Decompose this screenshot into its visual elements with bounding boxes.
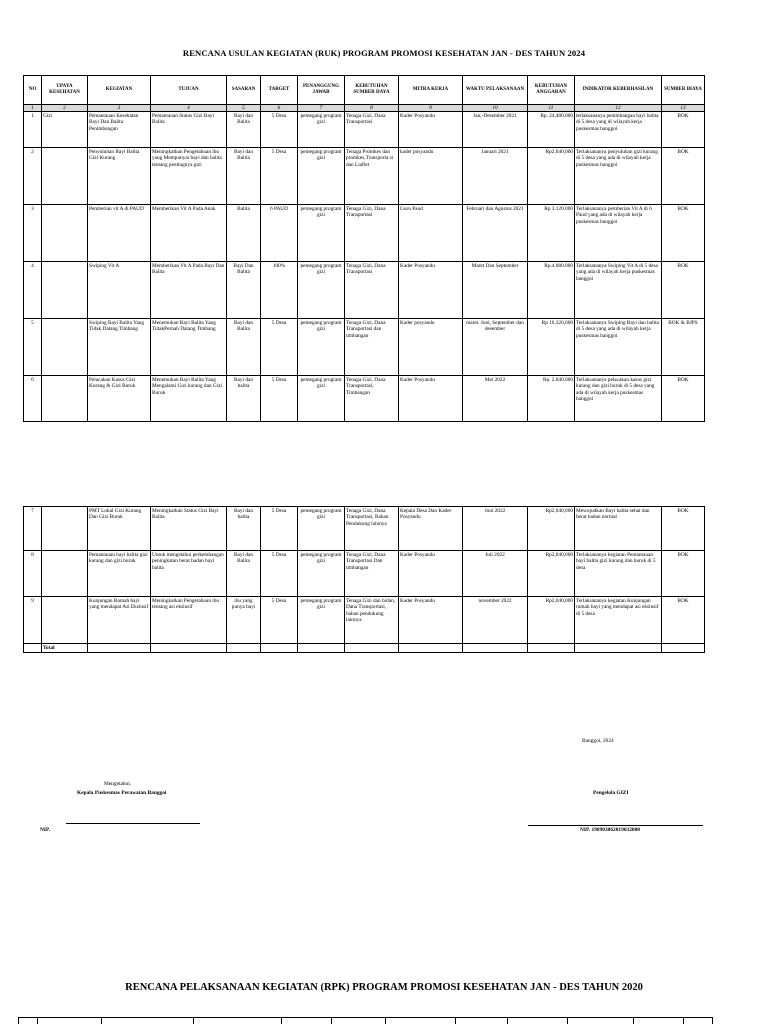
cell-no: 7 — [24, 507, 42, 551]
column-number: 11 — [528, 105, 575, 112]
ruk-title: RENCANA USULAN KEGIATAN (RUK) PROGRAM PROMOSI KESEHATAN JAN - DES TAHUN 2024 — [182, 48, 586, 58]
acknowledged-label: Mengetahui, — [104, 781, 132, 787]
cell-indikator: Terlaksananya pelacakan kasus gizi kurang dan gizi buruk di 5 desa yang ada di wilayah kerja puskesmas banggoi — [575, 376, 662, 422]
cell-upaya — [42, 597, 88, 644]
cell-upaya — [42, 376, 88, 422]
signature-line-left — [66, 823, 200, 824]
column-header: KEBUTUHAN SUMBER DAYA — [345, 76, 399, 105]
signature-line-right — [528, 825, 703, 826]
cell-tujuan: Memberikan Vit A Pada Bayi Dan Balita — [151, 262, 227, 319]
cell-kegiatan: PMT Lokal Gizi Kurang Dan Gizi Buruk — [88, 507, 151, 551]
table-body-page2 — [24, 507, 705, 653]
cell-anggaran: Rp2,040,000 — [528, 551, 575, 597]
total-cell — [24, 644, 42, 653]
cell-kegiatan: Pelacakan Kasus Gizi Kurang & Gizi Buruk — [88, 376, 151, 422]
cell-tujuan: Meningkatkan Status Gizi Bayi Balita — [151, 507, 227, 551]
cell-sumber-daya: Tenaga Gizi, Dana Transportasi — [345, 262, 399, 319]
total-cell — [345, 644, 399, 653]
cell-waktu: Maret Dan September — [463, 262, 528, 319]
cell-biaya: BOK — [662, 112, 705, 148]
cell-waktu: Mei 2022 — [463, 376, 528, 422]
cell-sumber-daya: Tenaga Gizi, Dana Transportasi dan timbangan — [345, 319, 399, 376]
rpk-title: RENCANA PELAKSANAAN KEGIATAN (RPK) PROGRAM PROMOSI KESEHATAN JAN - DES TAHUN 2020 — [125, 982, 643, 993]
cell-mitra: kader posyandu — [399, 148, 463, 205]
cell-waktu: Juni 2022 — [463, 507, 528, 551]
cell-sumber-daya: Tenaga Gizi, Dana Transportasi, Timbangan — [345, 376, 399, 422]
cell-no: 6 — [24, 376, 42, 422]
table-row — [24, 551, 705, 597]
cell-tujuan: Meningkatkan Pengetahuan ibu tentang asi ekslusif — [151, 597, 227, 644]
cell-sasaran: Balita — [227, 205, 261, 262]
cell-target: 5 Desa — [261, 112, 298, 148]
cell-target: 5 Desa — [261, 507, 298, 551]
cell-no: 3 — [24, 205, 42, 262]
cell-mitra: Guru Paud — [399, 205, 463, 262]
cell-mitra: Kader posyandu — [399, 319, 463, 376]
column-header: KEBUTUHAN ANGGARAN — [528, 76, 575, 105]
cell-indikator: terlaksananya penimbangan bayi balita di 5 desa yang di wilayah kerja puskesmas banggoi — [575, 112, 662, 148]
column-number: 8 — [345, 105, 399, 112]
cell-anggaran: Rp. 2.040.000 — [528, 376, 575, 422]
cell-no: 4 — [24, 262, 42, 319]
cell-waktu: Juli 2022 — [463, 551, 528, 597]
table-row — [24, 376, 705, 422]
cell-indikator: Terlaksananya penyuluhan gizi kurang di 5 desa yang ada di wilayah kerja puskesmas banggoi — [575, 148, 662, 205]
cell-tujuan: Meningkatkan Pengetahuan ibu yang Mempunyai bayi dan balita tentang pentingnya gizi — [151, 148, 227, 205]
cell-tujuan: Menemukan Bayi Balita Yang TidakPernah Datang Timbang — [151, 319, 227, 376]
cell-mitra: Kader Posyandu — [399, 112, 463, 148]
cell-upaya — [42, 507, 88, 551]
table-row — [24, 112, 705, 148]
cell-pj: pemegang program gizi — [298, 262, 345, 319]
cell-anggaran: Rp2,040,000 — [528, 507, 575, 551]
cell-anggaran: Rp.4.080.000 — [528, 262, 575, 319]
cell-biaya: BOK — [662, 597, 705, 644]
cell-indikator: Terlaksananya Swiping Vit A di 5 desa yang ada di wilayah kerja puskesmas banggoi — [575, 262, 662, 319]
cell-kegiatan: Kunjungan Rumah bayi yang mendapat Asi Ekslusif — [88, 597, 151, 644]
total-cell — [151, 644, 227, 653]
head-title: Kepala Puskesmas Perawatan Banggoi — [77, 790, 167, 796]
cell-biaya: BOK — [662, 205, 705, 262]
table-row — [24, 507, 705, 551]
total-cell — [298, 644, 345, 653]
cell-upaya — [42, 319, 88, 376]
cell-kegiatan: Pemantauan bayi balita gizi kurang dan gizi buruk — [88, 551, 151, 597]
cell-waktu: Jan,-Desember 2021 — [463, 112, 528, 148]
cell-sasaran: Bayi dan balita — [227, 376, 261, 422]
cell-target: 5 Desa — [261, 376, 298, 422]
cell-mitra: Kader Posyandu — [399, 597, 463, 644]
cell-anggaran: Rp 16,320,000 — [528, 319, 575, 376]
ruk-table — [23, 75, 705, 422]
cell-sasaran: Bayi dan Balita — [227, 319, 261, 376]
cell-waktu: Januari 2021 — [463, 148, 528, 205]
nip-left: NIP. — [40, 827, 51, 833]
cell-pj: pemegang program gizi — [298, 507, 345, 551]
cell-target: 6 PAUD — [261, 205, 298, 262]
cell-sasaran: ibu yang punya bayi — [227, 597, 261, 644]
column-number: 2 — [42, 105, 88, 112]
table-body-page1 — [24, 112, 705, 422]
cell-waktu: november 2022 — [463, 597, 528, 644]
cell-biaya: BOK — [662, 376, 705, 422]
rpk-table-top — [18, 1017, 713, 1024]
cell-upaya: Gizi — [42, 112, 88, 148]
cell-waktu: maret. Juni, September dan desember — [463, 319, 528, 376]
cell-no: 5 — [24, 319, 42, 376]
column-number: 7 — [298, 105, 345, 112]
cell-indikator: Terlaksananya Swiping Bayi dan balita di 5 desa yang ada di wilayah kerja puskesmas banggoi — [575, 319, 662, 376]
cell-kegiatan: Pemberian vit A di PAUD — [88, 205, 151, 262]
cell-target: 5 Desa — [261, 597, 298, 644]
total-cell — [662, 644, 705, 653]
cell-no: 2 — [24, 148, 42, 205]
cell-sumber-daya: Tenaga Promkes dan promkes,Transporta si dan Liaflet — [345, 148, 399, 205]
table-row — [24, 262, 705, 319]
cell-upaya — [42, 551, 88, 597]
column-header: KEGIATAN — [88, 76, 151, 105]
total-row — [24, 644, 705, 653]
column-header: TARGET — [261, 76, 298, 105]
column-number: 5 — [227, 105, 261, 112]
cell-no: 9 — [24, 597, 42, 644]
column-number: 9 — [399, 105, 463, 112]
cell-mitra: Kepala Desa Dan Kader Posyandu — [399, 507, 463, 551]
cell-sumber-daya: Tenaga Gizi, Dana Transportasi — [345, 205, 399, 262]
cell-pj: pemegang program gizi — [298, 148, 345, 205]
total-label: Total — [42, 644, 88, 653]
cell-sumber-daya: Tenaga Gizi dan bidan, Dana Transportasi, bahan pendukung lainnya — [345, 597, 399, 644]
cell-anggaran: Rp 3.120.000 — [528, 205, 575, 262]
total-cell — [575, 644, 662, 653]
cell-tujuan: Pemantauan Status Gizi Bayi Balita — [151, 112, 227, 148]
cell-no: 8 — [24, 551, 42, 597]
cell-kegiatan: Pemantauan Kesehatan Bayi Dan Balita Penimbangan — [88, 112, 151, 148]
nip-right: NIP. 198903062019032008 — [580, 827, 640, 833]
cell-tujuan: Menemukan Bayi Balita Yang Mengalami Gizi kurang dan Gizi Buruk — [151, 376, 227, 422]
table-row — [24, 148, 705, 205]
column-header: SASARAN — [227, 76, 261, 105]
total-cell — [227, 644, 261, 653]
cell-kegiatan: Swiping Vit A — [88, 262, 151, 319]
column-number: 1 — [24, 105, 42, 112]
cell-upaya — [42, 205, 88, 262]
cell-pj: pemegang program gizi — [298, 205, 345, 262]
table-row — [24, 319, 705, 376]
column-number: 4 — [151, 105, 227, 112]
cell-anggaran: Rp2,040,000 — [528, 597, 575, 644]
cell-mitra: Kader Posyandu — [399, 376, 463, 422]
ruk-table-continued — [23, 506, 705, 653]
column-number-row — [24, 105, 705, 112]
cell-no: 1 — [24, 112, 42, 148]
cell-biaya: BOK — [662, 551, 705, 597]
cell-kegiatan: Penyuluhan Bayi Balita Gizi Kurang — [88, 148, 151, 205]
cell-waktu: Februari dan Agustus 2021 — [463, 205, 528, 262]
cell-sasaran: Bayi dan balita — [227, 507, 261, 551]
cell-pj: pemegang program gizi — [298, 597, 345, 644]
column-number: 10 — [463, 105, 528, 112]
total-cell — [88, 644, 151, 653]
column-header: INDIKATOR KEBERHASILAN — [575, 76, 662, 105]
cell-anggaran: Rp. 24,480.000 — [528, 112, 575, 148]
cell-mitra: Kader Posyandu — [399, 262, 463, 319]
cell-anggaran: Rp2,040,000 — [528, 148, 575, 205]
total-cell — [261, 644, 298, 653]
cell-pj: pemegang program gizi — [298, 319, 345, 376]
table-header-row — [24, 76, 705, 105]
cell-sumber-daya: Tenaga Gizi, Dana Transportasi — [345, 112, 399, 148]
cell-pj: pemegang program gizi — [298, 376, 345, 422]
cell-target: 100% — [261, 262, 298, 319]
cell-upaya — [42, 148, 88, 205]
total-cell — [399, 644, 463, 653]
total-cell — [528, 644, 575, 653]
cell-biaya: BOK & BJPS — [662, 319, 705, 376]
column-header: MITRA KERJA — [399, 76, 463, 105]
column-number: 3 — [88, 105, 151, 112]
cell-sasaran: Bayi dan Balita — [227, 551, 261, 597]
column-number: 13 — [662, 105, 705, 112]
cell-indikator: Terlaksananya kegiatan Kunjungan rumah bayi yang mendapat asi ekslusif di 5 desa — [575, 597, 662, 644]
cell-pj: pemegang program gizi — [298, 551, 345, 597]
cell-sumber-daya: Tenaga Gizi, Dana Transportasi Dan timbangan — [345, 551, 399, 597]
cell-target: 5 Desa — [261, 319, 298, 376]
cell-target: 5 Desa — [261, 148, 298, 205]
column-header: WAKTU PELAKSANAAN — [463, 76, 528, 105]
cell-pj: pemegang program gizi — [298, 112, 345, 148]
cell-sasaran: Bayi dan Balita — [227, 148, 261, 205]
cell-target: 5 Desa — [261, 551, 298, 597]
column-header: UPAYA KESEHATAN — [42, 76, 88, 105]
total-cell — [463, 644, 528, 653]
place-date: Banggoi, 2024 — [582, 738, 614, 744]
cell-kegiatan: Swiping Bayi Balita Yang Tidak Datang Timbang — [88, 319, 151, 376]
cell-biaya: BOK — [662, 507, 705, 551]
cell-mitra: Kader Posyandu — [399, 551, 463, 597]
cell-sasaran: Bayi Dan Balita — [227, 262, 261, 319]
column-number: 12 — [575, 105, 662, 112]
table-row — [24, 205, 705, 262]
cell-upaya — [42, 262, 88, 319]
cell-sumber-daya: Tenaga Gizi, Dana Transportasi, Bahan Pendukung lainnya — [345, 507, 399, 551]
table-row — [24, 597, 705, 644]
column-header: TUJUAN — [151, 76, 227, 105]
column-header: NO — [24, 76, 42, 105]
cell-biaya: BOK — [662, 262, 705, 319]
column-number: 6 — [261, 105, 298, 112]
cell-tujuan: Memberikan Vit A Pada Anak — [151, 205, 227, 262]
column-header: SUMBER BIAYA — [662, 76, 705, 105]
officer-title: Pengelola GIZI — [593, 790, 629, 796]
cell-tujuan: Untuk mengetahui perkembangan peningkatan berat badan bayi balita — [151, 551, 227, 597]
cell-indikator: Mewujudkan Bayi balita sehat dan berat badan normal — [575, 507, 662, 551]
cell-sasaran: Bayi dan Balita — [227, 112, 261, 148]
column-header: PENANGGUNG JAWAB — [298, 76, 345, 105]
cell-indikator: Terlaksananya kegiatan Pemantauan bayi balita gizi kurang dan buruk di 5 desa — [575, 551, 662, 597]
cell-biaya: BOK — [662, 148, 705, 205]
cell-indikator: Terlaksananya pemberian Vit A di 6 Paud yang ada di wilayah kerja puskesmas banggoi — [575, 205, 662, 262]
